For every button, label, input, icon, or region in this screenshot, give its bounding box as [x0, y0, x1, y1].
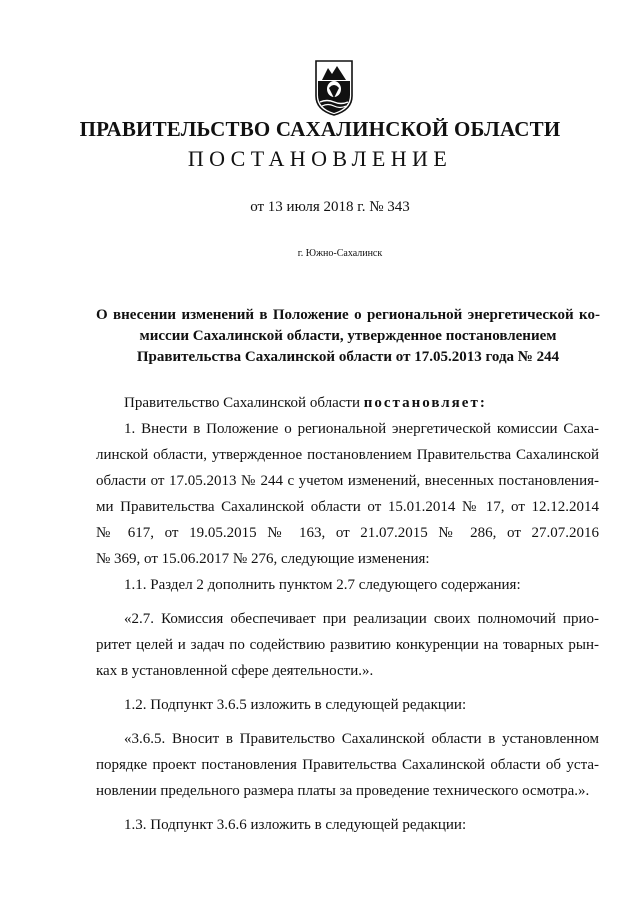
- document-date-number: от 13 июля 2018 г. № 343: [250, 199, 410, 215]
- document-subject: [96, 305, 600, 368]
- paragraph-line: ми Правительства Сахалинской области от 15.01.2014 № 17, от 12.12.2014: [96, 499, 599, 515]
- paragraph-line: ритет целей и задач по содействию развитию конкуренции на товарных рын-: [96, 637, 599, 653]
- subject-line: миссии Сахалинской области, утвержденное постановлением: [139, 328, 557, 344]
- paragraph-1-2-quote: [96, 726, 599, 804]
- paragraph-line: «3.6.5. Вносит в Правительство Сахалинской области в установленном: [124, 731, 599, 747]
- paragraph-line: [96, 390, 599, 416]
- document-city: г. Южно-Сахалинск: [297, 248, 383, 259]
- subject-line: Правительства Сахалинской области от 17.05.2013 года № 244: [136, 349, 560, 365]
- paragraph-line: 1.3. Подпункт 3.6.6 изложить в следующей редакции:: [124, 817, 467, 833]
- paragraph-1-2: [96, 692, 599, 718]
- subject-line: О внесении изменений в Положение о региональной энергетической ко-: [96, 307, 600, 323]
- intro-resolves: постановляет:: [363, 395, 487, 411]
- paragraph-line: № 617, от 19.05.2015 № 163, от 21.07.2015 № 286, от 27.07.2016: [96, 525, 599, 541]
- paragraph-line: новлении предельного размера платы за проведение технического осмотра.».: [96, 783, 590, 799]
- paragraph-line: № 369, от 15.06.2017 № 276, следующие изменения:: [96, 551, 430, 567]
- paragraph-line: 1. Внести в Положение о региональной энергетической комиссии Саха-: [124, 421, 599, 437]
- paragraph-line: линской области, утвержденное постановлением Правительства Сахалинской: [96, 447, 599, 463]
- paragraph-1: [96, 416, 599, 572]
- paragraph-1-3: [96, 812, 599, 838]
- paragraph-line: 1.2. Подпункт 3.6.5 изложить в следующей редакции:: [124, 697, 467, 713]
- paragraph-line: порядке проект постановления Правительства Сахалинской области об уста-: [96, 757, 599, 773]
- document-type: ПОСТАНОВЛЕНИЕ: [187, 146, 453, 171]
- intro-paragraph: [96, 390, 599, 416]
- paragraph-line: 1.1. Раздел 2 дополнить пунктом 2.7 следующего содержания:: [124, 577, 521, 593]
- paragraph-line: «2.7. Комиссия обеспечивает при реализации своих полномочий прио-: [124, 611, 599, 627]
- document-body: [96, 390, 599, 838]
- paragraph-line: ках в установленной сфере деятельности.».: [96, 663, 374, 679]
- government-title: ПРАВИТЕЛЬСТВО САХАЛИНСКОЙ ОБЛАСТИ: [79, 117, 561, 141]
- intro-prefix: Правительство Сахалинской области: [124, 395, 364, 411]
- paragraph-line: области от 17.05.2013 № 244 с учетом изменений, внесенных постановления-: [96, 473, 599, 489]
- paragraph-1-1-quote: [96, 606, 599, 684]
- coat-of-arms-icon: [314, 58, 354, 116]
- paragraph-1-1: [96, 572, 599, 598]
